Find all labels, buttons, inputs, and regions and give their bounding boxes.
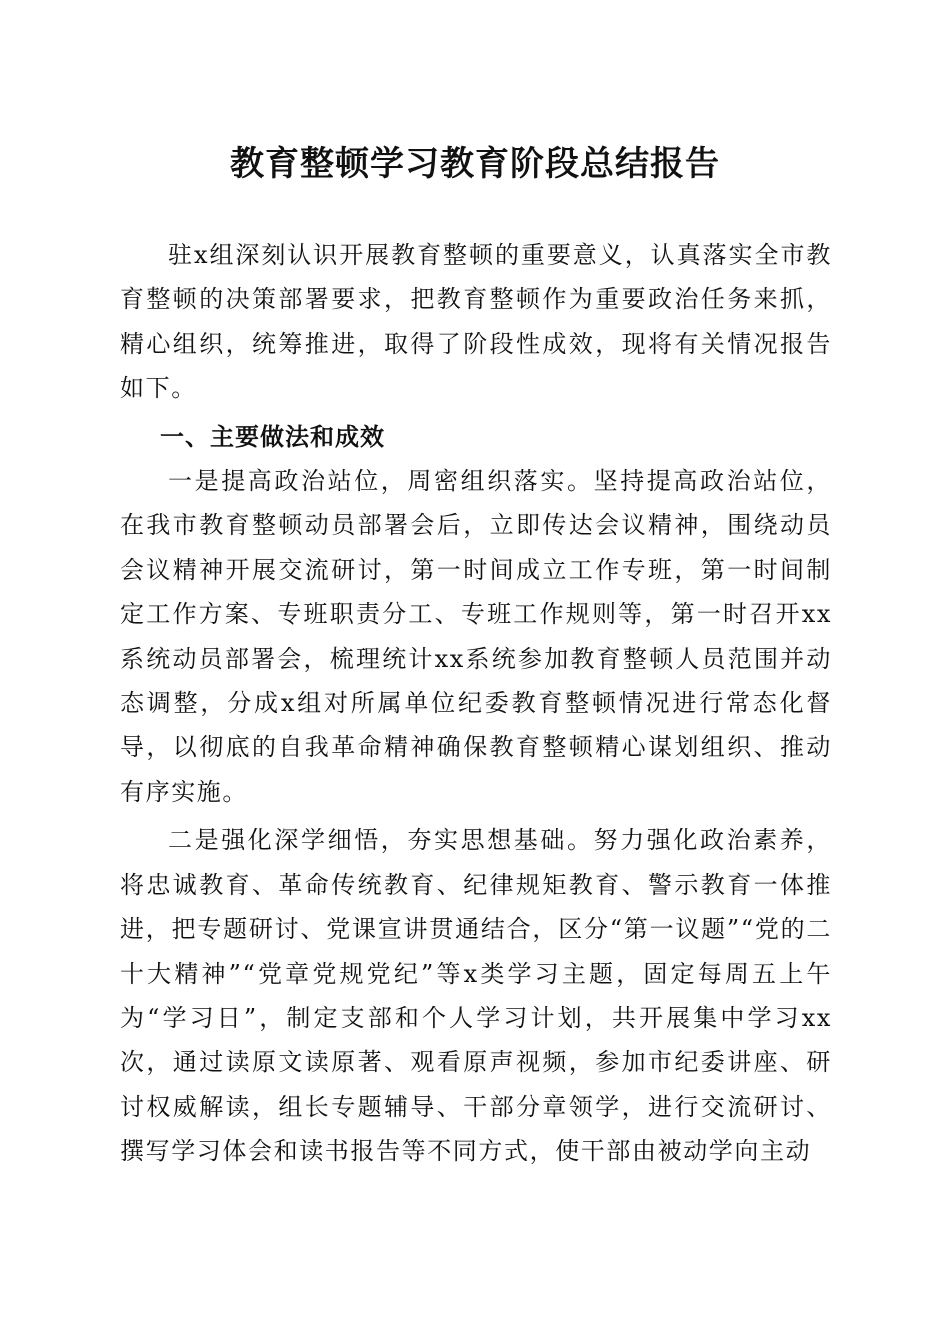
- paragraph-1-body: 坚持提高政治站位，在我市教育整顿动员部署会后，立即传达会议精神，围绕动员会议精神开展交流研讨，第一时间成立工作专班，第一时间制定工作方案、专班职责分工、专班工作规则等，第一时召开xx系统动员部署会，梳理统计xx系统参加教育整顿人员范围并动态调整，分成x组对所属单位纪委教育整顿情况进行常态化督导，以彻底的自我革命精神确保教育整顿精心谋划组织、推动有序实施。: [120, 467, 832, 806]
- document-title: 教育整顿学习教育阶段总结报告: [230, 144, 720, 184]
- section-heading: 一、主要做法和成效: [160, 422, 385, 451]
- intro-paragraph: 驻x组深刻认识开展教育整顿的重要意义，认真落实全市教育整顿的决策部署要求，把教育整顿作为重要政治任务来抓，精心组织，统筹推进，取得了阶段性成效，现将有关情况报告如下。: [120, 241, 832, 403]
- paragraph-1: [120, 459, 832, 814]
- paragraph-1-lead: 一是提高政治站位，周密组织落实。: [168, 467, 594, 496]
- paragraph-2: [120, 818, 832, 1173]
- paragraph-2-lead: 二是强化深学细悟，夯实思想基础。: [168, 826, 594, 855]
- document-body: [120, 233, 832, 1174]
- paragraph-2-body: 努力强化政治素养，将忠诚教育、革命传统教育、纪律规矩教育、警示教育一体推进，把专题研讨、党课宣讲贯通结合，区分“第一议题”“党的二十大精神”“党章党规党纪”等x类学习主题，固定每周五上午为“学习日”，制定支部和个人学习计划，共开展集中学习xx次，通过读原文读原著、观看原声视频，参加市纪委讲座、研讨权威解读，组长专题辅导、干部分章领学，进行交流研讨、撰写学习体会和读书报告等不同方式，使干部由被动学向主动: [120, 826, 832, 1166]
